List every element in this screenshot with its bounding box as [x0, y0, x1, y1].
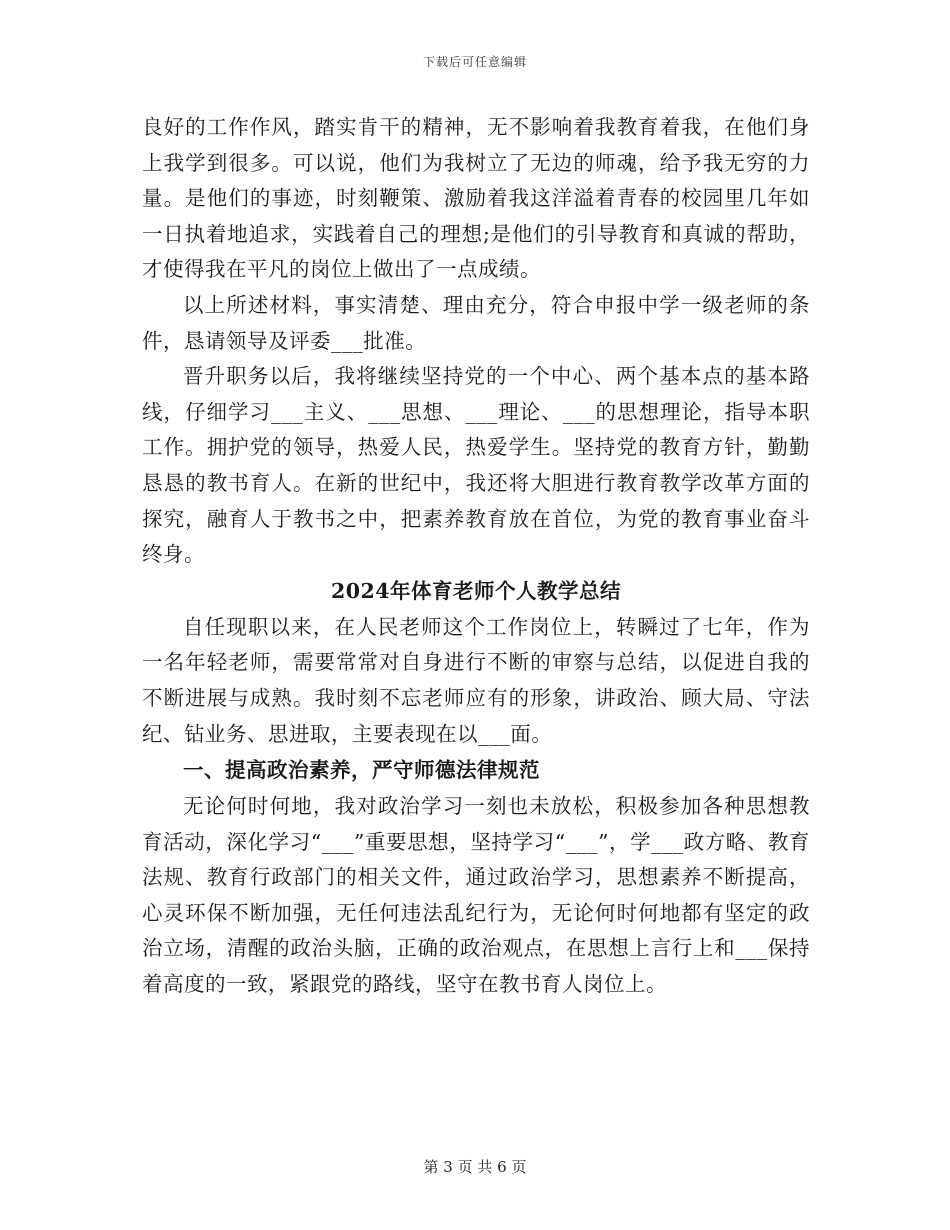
section-paragraph-1: 自任现职以来，在人民老师这个工作岗位上，转瞬过了七年，作为一名年轻老师，需要常常对自身进行不断的审察与总结，以促进自我的不断进展与成熟。我时刻不忘老师应有的形象，讲政治、顾大局、守法纪、钻业务、思进取，主要表现在以___面。	[142, 614, 810, 746]
document-body	[142, 110, 810, 1003]
paragraph-3: 晋升职务以后，我将继续坚持党的一个中心、两个基本点的基本路线，仔细学习___主义、___思想、___理论、___的思想理论，指导本职工作。拥护党的领导，热爱人民，热爱学生。坚持党的教育方针，勤勤恳恳的教书育人。在新的世纪中，我还将大胆进行教育教学改革方面的探究，融育人于教书之中，把素养教育放在首位，为党的教育事业奋斗终身。	[142, 364, 810, 567]
sub-paragraph-1: 无论何时何地，我对政治学习一刻也未放松，积极参加各种思想教育活动，深化学习“___”重要思想，坚持学习“___”，学___政方略、教育法规、教育行政部门的相关文件，通过政治学习，思想素养不断提高，心灵环保不断加强，无任何违法乱纪行为，无论何时何地都有坚定的政治立场，清醒的政治头脑，正确的政治观点，在思想上言行上和___保持着高度的一致，紧跟党的路线，坚守在教书育人岗位上。	[142, 794, 810, 997]
section-title: 2024年体育老师个人教学总结	[330, 578, 622, 603]
header-note: 下载后可任意编辑	[422, 55, 527, 69]
paragraph-1: 良好的工作作风，踏实肯干的精神，无不影响着我教育着我，在他们身上我学到很多。可以说，他们为我树立了无边的师魂，给予我无穷的力量。是他们的事迹，时刻鞭策、激励着我这洋溢着青春的校园里几年如一日执着地追求，实践着自己的理想;是他们的引导教育和真诚的帮助，才使得我在平凡的岗位上做出了一点成绩。	[142, 115, 810, 282]
paragraph-2: 以上所述材料，事实清楚、理由充分，符合申报中学一级老师的条件，恳请领导及评委___批准。	[142, 292, 810, 353]
subheading: 一、提高政治素养，严守师德法律规范	[183, 758, 540, 783]
page-number: 第 3 页 共 6 页	[423, 1158, 527, 1176]
